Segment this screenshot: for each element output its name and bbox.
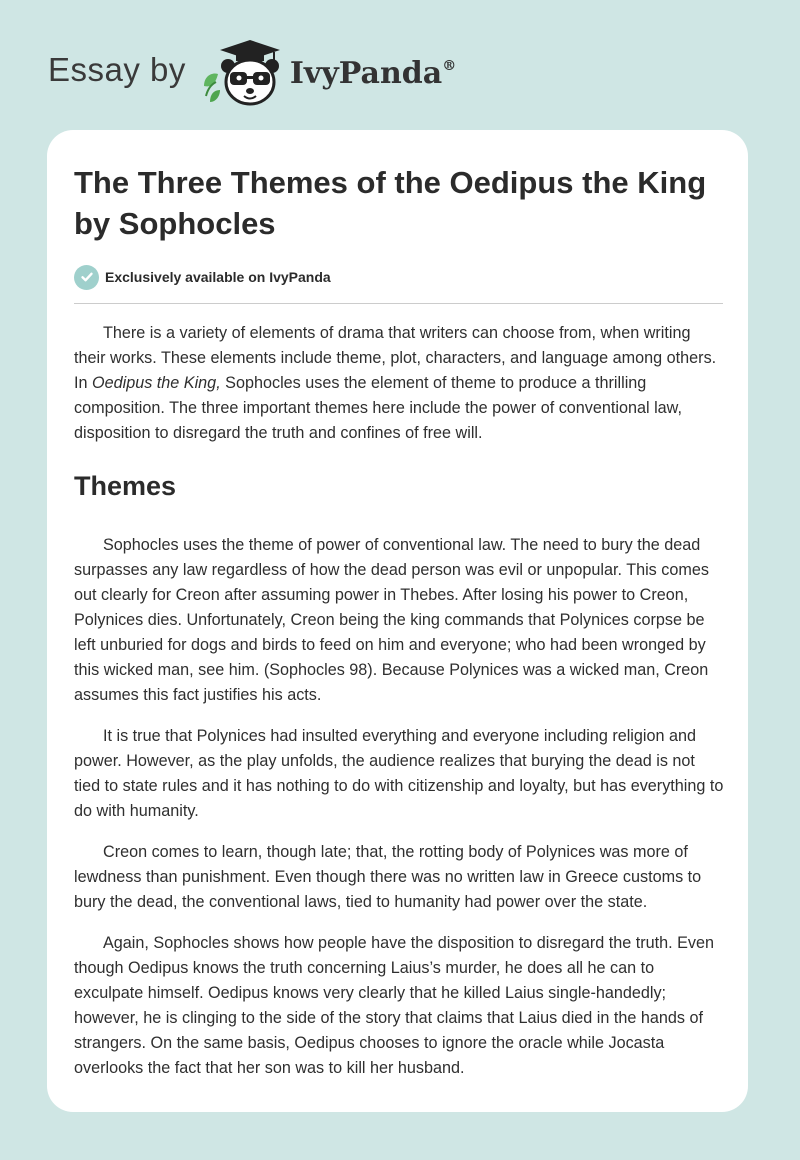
- essay-by-label: Essay by: [48, 51, 186, 88]
- site-header[interactable]: [48, 36, 456, 108]
- essay-title: The Three Themes of the Oedipus the King by Sophocles: [74, 165, 707, 241]
- trademark-symbol: ®: [442, 57, 457, 74]
- divider: [74, 303, 723, 304]
- intro-text-start: There is a variety of elements of drama that writers can choose from, when writing their works. These elements include theme, plot, characters, and language among others. In: [74, 324, 717, 392]
- body-paragraph: Again, Sophocles shows how people have the disposition to disregard the truth. Even though Oedipus knows the truth concerning Laius’s murder, he does all he can to exculpate himself. Oedipus knows very clearly that he killed Laius single-handedly; however, he is clinging to the side of the story that claims that Laius died in the hands of strangers. On the same basis, Oedipus chooses to ignore the oracle while Jocasta overlooks the fact that her son was to kill her husband.: [74, 934, 715, 1077]
- panda-graduate-icon: [200, 36, 286, 108]
- intro-paragraph: [74, 321, 724, 446]
- exclusive-badge: [74, 264, 331, 290]
- body-paragraph: It is true that Polynices had insulted everything and everyone including religion and power. However, as the play unfolds, the audience realizes that burying the dead is not tied to state rules and it has nothing to do with citizenship and loyalty, but has everything to do with humanity.: [74, 727, 724, 820]
- work-title: Oedipus the King,: [92, 374, 221, 392]
- brand-name: [290, 56, 456, 91]
- essay-card: [47, 130, 748, 1112]
- essay-body: [74, 321, 724, 1081]
- body-paragraph: Sophocles uses the theme of power of conventional law. The need to bury the dead surpasses any law regardless of how the dead person was evil or unpopular. This comes out clearly for Creon after assuming power in Thebes. After losing his power to Creon, Polynices dies. Unfortunately, Creon being the king commands that Polynices corpse be left unburied for dogs and birds to feed on him and everyone; who had been wronged by this wicked man, see him. (Sophocles 98). Because Polynices was a wicked man, Creon assumes this fact justifies his acts.: [74, 536, 709, 704]
- section-heading-themes: Themes: [74, 471, 177, 501]
- check-circle-icon: [74, 265, 99, 290]
- intro-text-end: Sophocles uses the element of theme to produce a thrilling composition. The three important themes here include the power of conventional law, disposition to disregard the truth and confines of free will.: [74, 374, 682, 442]
- exclusive-badge-label: Exclusively available on IvyPanda: [105, 269, 331, 285]
- body-paragraph: Creon comes to learn, though late; that, the rotting body of Polynices was more of lewdness than punishment. Even though there was no written law in Greece customs to bury the dead, the conventional laws, tied to humanity had power over the state.: [74, 843, 702, 911]
- brand-name-text: IvyPanda: [289, 55, 443, 91]
